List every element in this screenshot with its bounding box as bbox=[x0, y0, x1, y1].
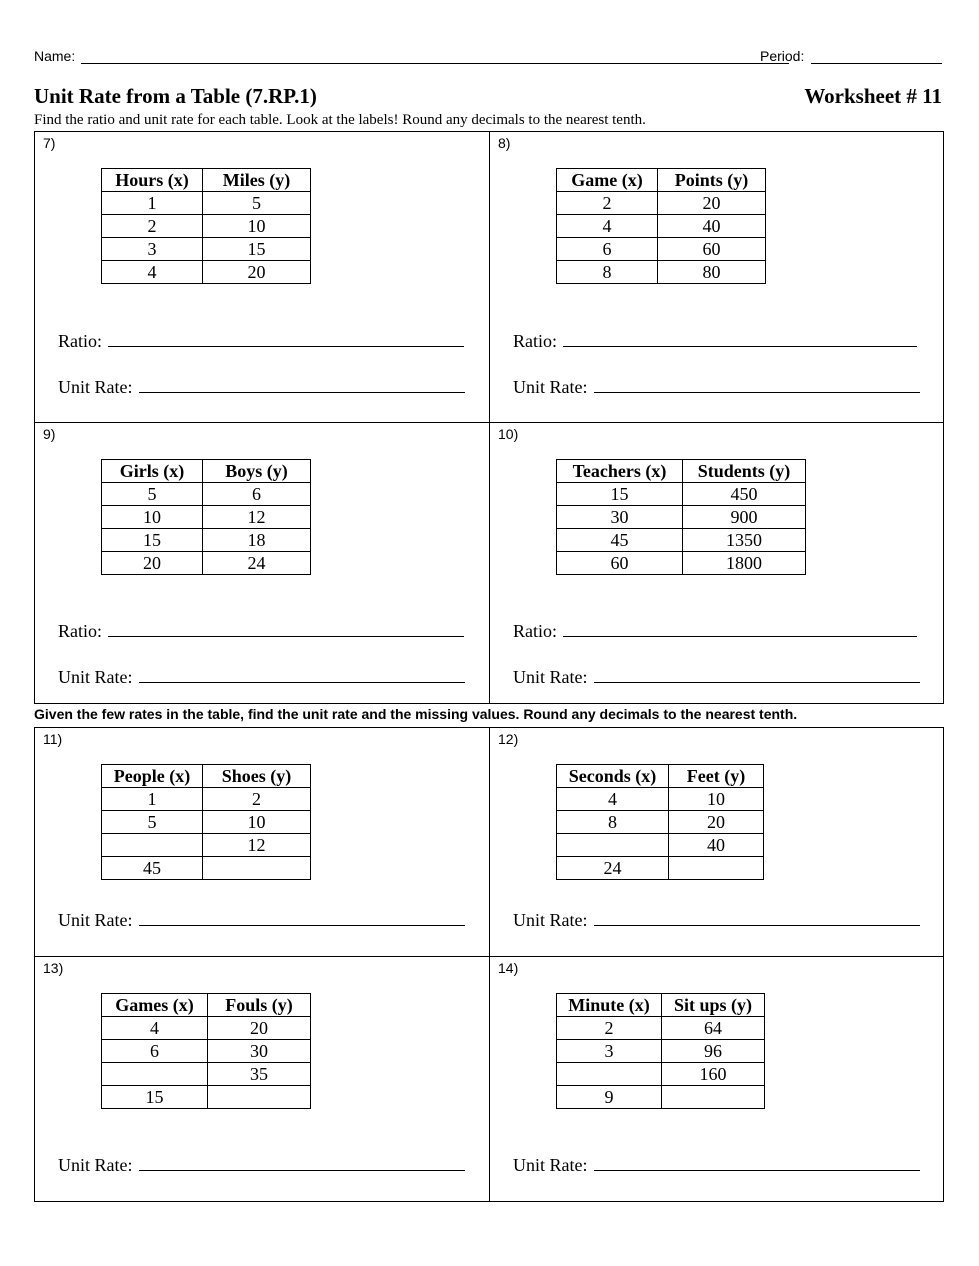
table-row bbox=[557, 1017, 765, 1040]
header-cell: Game (x) bbox=[557, 169, 658, 192]
unit-rate-line bbox=[58, 667, 465, 688]
table-row bbox=[557, 238, 766, 261]
worksheet-title: Unit Rate from a Table (7.RP.1) bbox=[34, 84, 317, 108]
problem-number: 12) bbox=[498, 731, 519, 747]
name-field[interactable] bbox=[81, 63, 789, 64]
table-cell: 12 bbox=[203, 834, 311, 857]
table-cell: 10 bbox=[669, 788, 764, 811]
table-cell: 15 bbox=[102, 529, 203, 552]
header-cell: Teachers (x) bbox=[557, 460, 683, 483]
table-row bbox=[557, 811, 764, 834]
header-cell: Girls (x) bbox=[102, 460, 203, 483]
unit-rate-label: Unit Rate: bbox=[58, 377, 133, 397]
table-cell: 40 bbox=[669, 834, 764, 857]
unit-rate-answer-blank[interactable] bbox=[594, 378, 920, 393]
header-cell: Miles (y) bbox=[203, 169, 311, 192]
table-cell: 1350 bbox=[683, 529, 806, 552]
table-cell: 8 bbox=[557, 811, 669, 834]
ratio-line bbox=[513, 621, 917, 642]
table-row bbox=[557, 506, 806, 529]
table-row bbox=[557, 552, 806, 575]
problem-12-panel bbox=[489, 727, 944, 957]
unit-rate-answer-blank[interactable] bbox=[139, 1156, 465, 1171]
table-header-row bbox=[557, 169, 766, 192]
table-row bbox=[102, 811, 311, 834]
table-cell: 3 bbox=[102, 238, 203, 261]
table-cell[interactable] bbox=[557, 834, 669, 857]
unit-rate-line bbox=[58, 377, 465, 398]
table-cell: 20 bbox=[102, 552, 203, 575]
header-cell: Feet (y) bbox=[669, 765, 764, 788]
table-cell: 15 bbox=[557, 483, 683, 506]
table-row bbox=[557, 834, 764, 857]
table-cell[interactable] bbox=[203, 857, 311, 880]
header-cell: Seconds (x) bbox=[557, 765, 669, 788]
table-cell: 20 bbox=[208, 1017, 311, 1040]
table-cell: 60 bbox=[658, 238, 766, 261]
data-table bbox=[556, 168, 766, 284]
unit-rate-label: Unit Rate: bbox=[58, 667, 133, 687]
problem-11-panel bbox=[34, 727, 490, 957]
header-cell: Hours (x) bbox=[102, 169, 203, 192]
table-cell: 2 bbox=[203, 788, 311, 811]
table-cell: 20 bbox=[669, 811, 764, 834]
ratio-answer-blank[interactable] bbox=[563, 332, 917, 347]
table-cell: 4 bbox=[102, 261, 203, 284]
table-cell: 64 bbox=[662, 1017, 765, 1040]
table-cell: 450 bbox=[683, 483, 806, 506]
table-cell: 10 bbox=[102, 506, 203, 529]
table-cell[interactable] bbox=[557, 1063, 662, 1086]
table-row bbox=[557, 192, 766, 215]
table-cell: 4 bbox=[102, 1017, 208, 1040]
problem-number: 9) bbox=[43, 426, 56, 442]
table-cell: 20 bbox=[658, 192, 766, 215]
table-row bbox=[102, 834, 311, 857]
unit-rate-line bbox=[513, 377, 920, 398]
problem-number: 14) bbox=[498, 960, 519, 976]
worksheet-number: Worksheet # 11 bbox=[804, 84, 942, 108]
header-cell: Boys (y) bbox=[203, 460, 311, 483]
unit-rate-line bbox=[513, 1155, 920, 1176]
unit-rate-line bbox=[58, 1155, 465, 1176]
unit-rate-label: Unit Rate: bbox=[513, 377, 588, 397]
table-row bbox=[102, 788, 311, 811]
unit-rate-answer-blank[interactable] bbox=[139, 378, 465, 393]
table-cell: 40 bbox=[658, 215, 766, 238]
unit-rate-label: Unit Rate: bbox=[58, 1155, 133, 1175]
table-cell: 1 bbox=[102, 192, 203, 215]
table-cell: 18 bbox=[203, 529, 311, 552]
table-cell: 4 bbox=[557, 215, 658, 238]
ratio-label: Ratio: bbox=[513, 331, 557, 351]
table-row bbox=[102, 192, 311, 215]
ratio-line bbox=[58, 621, 464, 642]
problem-10-panel bbox=[489, 422, 944, 704]
data-table bbox=[556, 764, 764, 880]
instructions-part1: Find the ratio and unit rate for each table. Look at the labels! Round any decimals to the nearest tenth. bbox=[34, 112, 646, 128]
table-header-row bbox=[102, 994, 311, 1017]
table-cell: 3 bbox=[557, 1040, 662, 1063]
table-row bbox=[557, 857, 764, 880]
instructions-part2: Given the few rates in the table, find the unit rate and the missing values. Round any decimals to the nearest tenth. bbox=[34, 706, 798, 722]
table-cell: 15 bbox=[102, 1086, 208, 1109]
unit-rate-answer-blank[interactable] bbox=[594, 1156, 920, 1171]
table-row bbox=[102, 238, 311, 261]
table-cell: 4 bbox=[557, 788, 669, 811]
table-cell: 60 bbox=[557, 552, 683, 575]
problem-number: 7) bbox=[43, 135, 56, 151]
unit-rate-line bbox=[513, 667, 920, 688]
period-label: Period: bbox=[760, 48, 805, 64]
unit-rate-answer-blank[interactable] bbox=[594, 911, 920, 926]
header-cell: Minute (x) bbox=[557, 994, 662, 1017]
data-table bbox=[101, 993, 311, 1109]
header-cell: Points (y) bbox=[658, 169, 766, 192]
ratio-answer-blank[interactable] bbox=[108, 622, 464, 637]
table-row bbox=[102, 552, 311, 575]
table-header-row bbox=[102, 169, 311, 192]
table-cell: 12 bbox=[203, 506, 311, 529]
problem-number: 8) bbox=[498, 135, 511, 151]
table-cell: 20 bbox=[203, 261, 311, 284]
header-cell: People (x) bbox=[102, 765, 203, 788]
table-cell: 35 bbox=[208, 1063, 311, 1086]
problem-8-panel bbox=[489, 131, 944, 423]
table-row bbox=[102, 1040, 311, 1063]
table-row bbox=[557, 215, 766, 238]
header-cell: Games (x) bbox=[102, 994, 208, 1017]
ratio-line bbox=[58, 331, 464, 352]
table-row bbox=[102, 261, 311, 284]
table-cell: 2 bbox=[102, 215, 203, 238]
table-row bbox=[102, 1086, 311, 1109]
table-row bbox=[557, 788, 764, 811]
unit-rate-label: Unit Rate: bbox=[513, 1155, 588, 1175]
table-row bbox=[102, 1017, 311, 1040]
problem-number: 10) bbox=[498, 426, 519, 442]
header-cell: Fouls (y) bbox=[208, 994, 311, 1017]
table-cell: 900 bbox=[683, 506, 806, 529]
table-cell: 9 bbox=[557, 1086, 662, 1109]
problem-14-panel bbox=[489, 956, 944, 1202]
problem-7-panel bbox=[34, 131, 490, 423]
ratio-line bbox=[513, 331, 917, 352]
table-cell: 24 bbox=[557, 857, 669, 880]
unit-rate-answer-blank[interactable] bbox=[139, 668, 465, 683]
period-field[interactable] bbox=[811, 63, 942, 64]
table-cell[interactable] bbox=[102, 834, 203, 857]
table-row bbox=[557, 261, 766, 284]
table-cell[interactable] bbox=[102, 1063, 208, 1086]
name-label: Name: bbox=[34, 48, 76, 64]
table-row bbox=[557, 1086, 765, 1109]
unit-rate-label: Unit Rate: bbox=[513, 667, 588, 687]
table-cell: 45 bbox=[102, 857, 203, 880]
header-cell: Students (y) bbox=[683, 460, 806, 483]
unit-rate-answer-blank[interactable] bbox=[594, 668, 920, 683]
table-cell: 24 bbox=[203, 552, 311, 575]
table-cell[interactable] bbox=[662, 1086, 765, 1109]
table-cell: 10 bbox=[203, 811, 311, 834]
table-row bbox=[557, 483, 806, 506]
unit-rate-line bbox=[58, 910, 465, 931]
table-cell: 15 bbox=[203, 238, 311, 261]
table-row bbox=[102, 1063, 311, 1086]
header-cell: Sit ups (y) bbox=[662, 994, 765, 1017]
ratio-label: Ratio: bbox=[58, 621, 102, 641]
data-table bbox=[556, 993, 765, 1109]
table-cell: 6 bbox=[203, 483, 311, 506]
table-cell: 160 bbox=[662, 1063, 765, 1086]
table-header-row bbox=[557, 765, 764, 788]
data-table bbox=[556, 459, 806, 575]
ratio-answer-blank[interactable] bbox=[563, 622, 917, 637]
table-cell: 5 bbox=[203, 192, 311, 215]
table-row bbox=[557, 1040, 765, 1063]
table-cell: 45 bbox=[557, 529, 683, 552]
table-row bbox=[557, 529, 806, 552]
table-cell: 96 bbox=[662, 1040, 765, 1063]
data-table bbox=[101, 459, 311, 575]
table-cell: 5 bbox=[102, 811, 203, 834]
ratio-label: Ratio: bbox=[513, 621, 557, 641]
problem-number: 11) bbox=[43, 731, 63, 747]
table-cell: 80 bbox=[658, 261, 766, 284]
header-cell: Shoes (y) bbox=[203, 765, 311, 788]
table-cell: 6 bbox=[557, 238, 658, 261]
table-cell: 30 bbox=[557, 506, 683, 529]
table-cell: 1 bbox=[102, 788, 203, 811]
problem-number: 13) bbox=[43, 960, 64, 976]
unit-rate-label: Unit Rate: bbox=[58, 910, 133, 930]
table-header-row bbox=[557, 994, 765, 1017]
ratio-answer-blank[interactable] bbox=[108, 332, 464, 347]
table-cell: 6 bbox=[102, 1040, 208, 1063]
table-row bbox=[557, 1063, 765, 1086]
table-row bbox=[102, 857, 311, 880]
table-cell: 5 bbox=[102, 483, 203, 506]
name-period-line bbox=[34, 48, 942, 68]
unit-rate-answer-blank[interactable] bbox=[139, 911, 465, 926]
table-cell: 2 bbox=[557, 1017, 662, 1040]
unit-rate-label: Unit Rate: bbox=[513, 910, 588, 930]
table-header-row bbox=[557, 460, 806, 483]
table-cell: 2 bbox=[557, 192, 658, 215]
table-cell: 30 bbox=[208, 1040, 311, 1063]
table-row bbox=[102, 483, 311, 506]
table-header-row bbox=[102, 460, 311, 483]
table-row bbox=[102, 529, 311, 552]
data-table bbox=[101, 764, 311, 880]
problem-9-panel bbox=[34, 422, 490, 704]
table-row bbox=[102, 215, 311, 238]
table-cell[interactable] bbox=[669, 857, 764, 880]
table-cell: 10 bbox=[203, 215, 311, 238]
unit-rate-line bbox=[513, 910, 920, 931]
problem-13-panel bbox=[34, 956, 490, 1202]
table-row bbox=[102, 506, 311, 529]
ratio-label: Ratio: bbox=[58, 331, 102, 351]
table-cell: 8 bbox=[557, 261, 658, 284]
data-table bbox=[101, 168, 311, 284]
table-cell[interactable] bbox=[208, 1086, 311, 1109]
table-cell: 1800 bbox=[683, 552, 806, 575]
table-header-row bbox=[102, 765, 311, 788]
